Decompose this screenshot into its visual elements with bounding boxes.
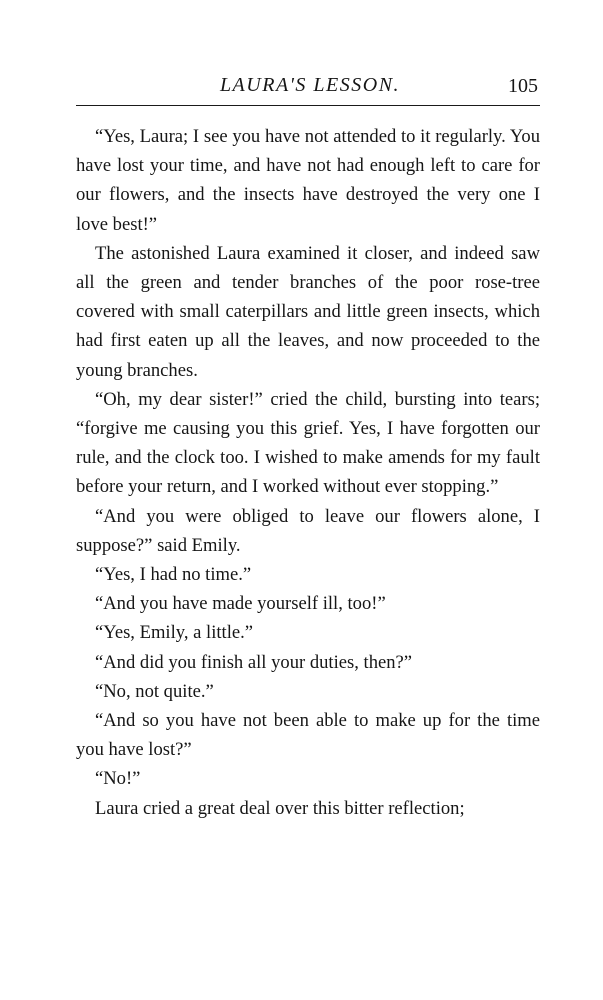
paragraph: “No, not quite.” [95, 680, 214, 702]
paragraph: “And you have made yourself ill, too!” [95, 593, 386, 615]
running-head [78, 74, 542, 104]
paragraph: “And did you finish all your duties, then?” [95, 651, 413, 673]
paragraph: “Yes, Laura; I see you have not attended to it regularly. You have lost your time, and have not had enough left to care for our flowers, and the insects have destroyed the very one I love best!” [76, 126, 540, 235]
page-number: 105 [508, 75, 538, 97]
paragraph: Laura cried a great deal over this bitter reflection; [95, 797, 465, 819]
paragraph: “And you were obliged to leave our flowers alone, I suppose?” said Emily. [76, 505, 540, 556]
paragraph: “Yes, Emily, a little.” [95, 622, 254, 644]
paragraph: “Yes, I had no time.” [95, 564, 252, 586]
paragraph: “Oh, my dear sister!” cried the child, bursting into tears; “forgive me causing you this grief. Yes, I have forgotten our rule, and the clock too. I wished to make amends for my fault before your return, and I worked without ever stopping.” [76, 388, 540, 498]
running-title: LAURA'S LESSON. [219, 74, 401, 96]
paragraph: “And so you have not been able to make up for the time you have lost?” [76, 710, 540, 761]
header-rule [76, 105, 540, 106]
paragraph: “No!” [95, 768, 141, 790]
body-text [76, 122, 540, 823]
paragraph: The astonished Laura examined it closer, and indeed saw all the green and tender branches of the poor rose-tree covered with small caterpillars and little green insects, which had first eaten up all the leaves, and now proceeded to the young branches. [76, 242, 540, 381]
